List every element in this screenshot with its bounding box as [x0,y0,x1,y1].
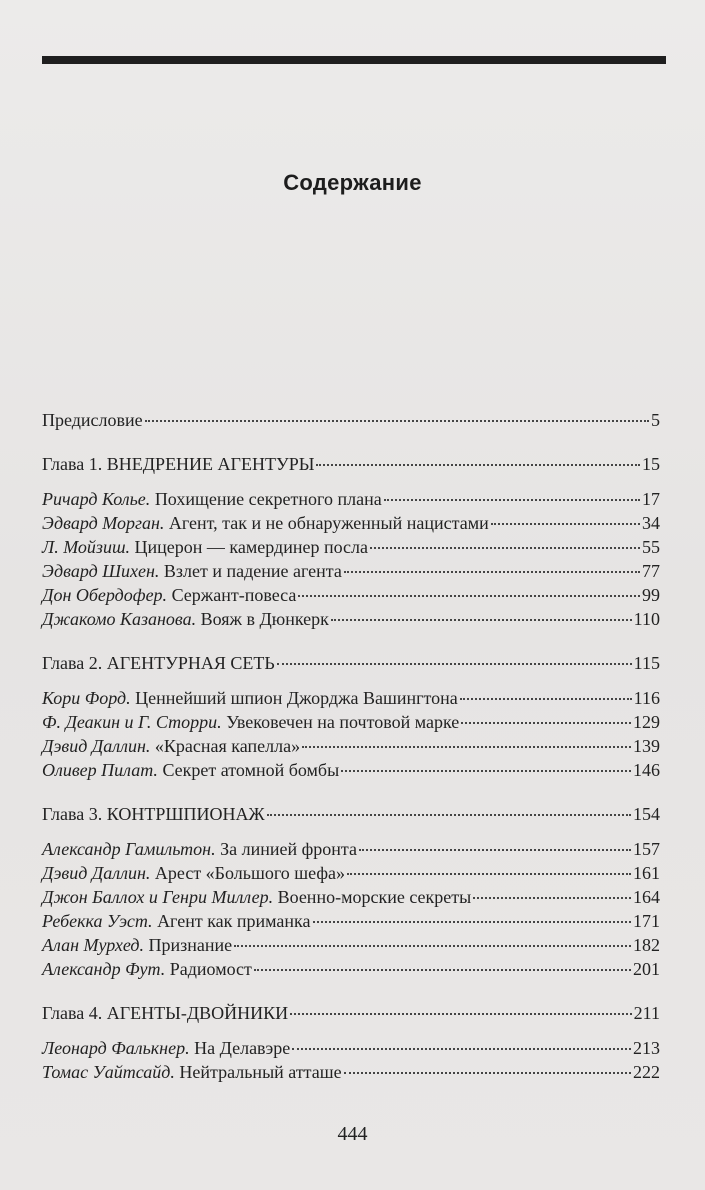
toc-entry [42,758,660,782]
toc-entry-text [42,885,471,909]
leader-dots [370,547,640,549]
toc-entry-page: 34 [642,513,660,533]
toc-entry-title: Ценнейший шпион Джорджа Вашингтона [135,688,458,708]
page-number: 444 [337,1123,368,1145]
toc-entry-author: Дэвид Даллин. [42,863,151,883]
leader-dots [313,921,631,923]
toc-preface-label: Предисловие [42,410,143,430]
toc-entry [42,957,660,981]
leader-dots [331,619,632,621]
toc-entry-title: Нейтральный атташе [179,1062,342,1082]
toc-entry [42,1060,660,1084]
toc-entry [42,607,660,631]
toc-entry-title: Арест «Большого шефа» [154,863,345,883]
toc-entry-text [42,734,300,758]
toc-entry [42,487,660,511]
toc-entry-text [42,535,368,559]
toc-entry-author: Дон Обердофер. [42,585,168,605]
toc-entry [42,583,660,607]
toc-entry-title: Похищение секретного плана [154,489,382,509]
toc-entry-title: За линией фронта [220,839,357,859]
toc-entry [42,535,660,559]
toc-entry-title: Признание [148,935,233,955]
toc-chapter-label: Глава 3. КОНТРШПИОНАЖ [42,804,265,824]
toc-entry-title: Секрет атомной бомбы [162,760,340,780]
toc-entry-page: 171 [633,911,660,931]
toc-entry [42,710,660,734]
leader-dots [344,1072,631,1074]
leader-dots [460,698,632,700]
toc-entry-page: 77 [642,561,660,581]
leader-dots [254,969,631,971]
toc-entry-title: Вояж в Дюнкерк [200,609,329,629]
toc-entry-page: 99 [642,585,660,605]
toc-entry-author: Эдвард Шихен. [42,561,160,581]
leader-dots [290,1013,632,1015]
table-of-contents [42,408,660,1084]
toc-entry-page: 110 [633,609,660,629]
leader-dots [384,499,640,501]
toc-entry-author: Джон Баллох и Генри Миллер. [42,887,274,907]
leader-dots [298,595,640,597]
toc-entry-page: 201 [633,959,660,979]
toc-entry-author: Леонард Фалькнер. [42,1038,190,1058]
toc-entry-text [42,1036,290,1060]
toc-entry-title: Взлет и падение агента [163,561,342,581]
toc-entry-author: Ричард Колье. [42,489,151,509]
toc-entry-page: 129 [633,712,660,732]
toc-entry-author: Л. Мойзиш. [42,537,131,557]
toc-entry-page: 182 [633,935,660,955]
leader-dots [316,464,640,466]
toc-entry-author: Эдвард Морган. [42,513,165,533]
leader-dots [347,873,631,875]
toc-entry-author: Александр Гамильтон. [42,839,216,859]
toc-chapter [42,1001,660,1025]
toc-entry-author: Томас Уайтсайд. [42,1062,175,1082]
toc-entry-text [42,583,296,607]
toc-entry [42,559,660,583]
leader-dots [359,849,631,851]
toc-entry-page: 213 [633,1038,660,1058]
toc-entry-text [42,909,311,933]
toc-entry [42,686,660,710]
toc-chapter [42,452,660,476]
leader-dots [473,897,631,899]
toc-entry-author: Оливер Пилат. [42,760,158,780]
toc-entry-title: Агент как приманка [157,911,311,931]
toc-chapter [42,802,660,826]
leader-dots [302,746,631,748]
toc-chapter-label: Глава 4. АГЕНТЫ-ДВОЙНИКИ [42,1003,289,1023]
toc-entry-title: Увековечен на почтовой марке [226,712,460,732]
toc-entry-text [42,487,382,511]
toc-chapter-page: 211 [633,1003,660,1023]
toc-entry-text [42,559,342,583]
toc-preface-page: 5 [651,410,660,430]
toc-entry-page: 139 [633,736,660,756]
toc-entry-title: «Красная капелла» [154,736,301,756]
toc-chapter [42,651,660,675]
toc-chapter-label: Глава 1. ВНЕДРЕНИЕ АГЕНТУРЫ [42,454,315,474]
toc-entry-author: Ребекка Уэст. [42,911,153,931]
toc-entry [42,861,660,885]
toc-chapter-page: 15 [642,454,660,474]
toc-entry [42,734,660,758]
toc-entry-text [42,957,252,981]
top-rule [42,56,666,64]
leader-dots [461,722,631,724]
toc-preface [42,408,660,432]
toc-entry-author: Дэвид Даллин. [42,736,151,756]
toc-entry-page: 222 [633,1062,660,1082]
toc-entry-title: Радиомост [169,959,252,979]
toc-chapter-page: 154 [633,804,660,824]
toc-entry-title: На Делавэре [194,1038,291,1058]
leader-dots [267,814,631,816]
toc-entry-page: 161 [633,863,660,883]
toc-entry-text [42,607,329,631]
leader-dots [341,770,631,772]
toc-entry-text [42,1060,342,1084]
toc-entry-page: 116 [633,688,660,708]
toc-entry-title: Агент, так и не обнаруженный нацистами [168,513,489,533]
leader-dots [292,1048,631,1050]
leader-dots [344,571,640,573]
toc-entry-text [42,758,339,782]
toc-entry [42,1036,660,1060]
toc-entry-title: Военно-морские секреты [277,887,472,907]
leader-dots [234,945,631,947]
toc-entry [42,933,660,957]
chapters-list [42,452,660,1084]
page-title: Содержание [283,170,422,195]
toc-entry-title: Сержант-повеса [171,585,297,605]
toc-entry-text [42,933,232,957]
toc-entry-text [42,511,489,535]
toc-entry-page: 17 [642,489,660,509]
leader-dots [145,420,649,422]
toc-entry-page: 55 [642,537,660,557]
leader-dots [277,663,632,665]
toc-entry-page: 157 [633,839,660,859]
toc-entry-text [42,837,357,861]
toc-chapter-page: 115 [633,653,660,673]
toc-entry [42,511,660,535]
toc-entry-text [42,710,459,734]
toc-entry-text [42,861,345,885]
toc-entry-author: Алан Мурхед. [42,935,145,955]
toc-entry-author: Джакомо Казанова. [42,609,197,629]
toc-entry [42,885,660,909]
toc-entry-text [42,686,458,710]
toc-entry [42,909,660,933]
toc-entry-author: Александр Фут. [42,959,166,979]
leader-dots [491,523,640,525]
toc-entry [42,837,660,861]
toc-entry-page: 146 [633,760,660,780]
toc-entry-author: Ф. Деакин и Г. Сторри. [42,712,222,732]
toc-chapter-label: Глава 2. АГЕНТУРНАЯ СЕТЬ [42,653,275,673]
toc-entry-page: 164 [633,887,660,907]
toc-entry-title: Цицерон — камердинер посла [134,537,368,557]
toc-entry-author: Кори Форд. [42,688,131,708]
